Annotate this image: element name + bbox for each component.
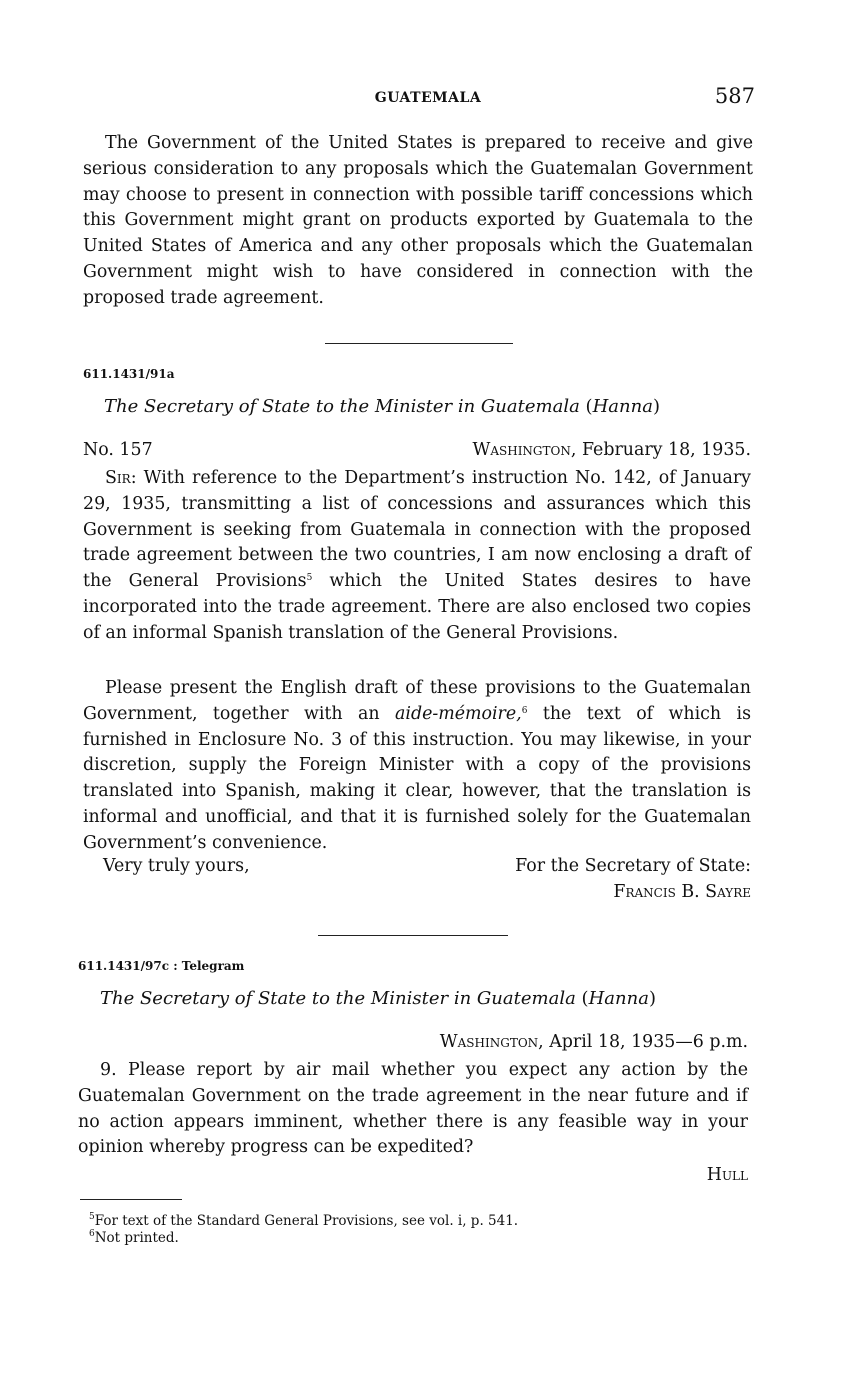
section-divider xyxy=(325,343,513,344)
doc2-dateline xyxy=(360,1032,748,1052)
doc1-para2-text-b: the text of which is furnished in Enclosure No. 3 of this instruction. You may likewise, in your discretion, supply the Foreign Minister with a copy of the provisions translated into Spanish, making it clear, however, that the translation is informal and unofficial, and that it is furnished solely for the Guatemalan Government’s convenience. xyxy=(83,703,752,853)
footnote-5-text: For text of the Standard General Provisions, see vol. i, p. 541. xyxy=(94,1213,519,1229)
doc2-heading-paren-open: ( xyxy=(581,988,589,1009)
doc1-paragraph-2 xyxy=(83,676,751,857)
doc2-body: 9. Please report by air mail whether you expect any action by the Guatemalan Government on the trade agreement in the near future and if no action appears imminent, whether there is any feasible way in your opinion whereby progress can be expedited? xyxy=(78,1060,748,1158)
doc1-para1-text-a: With reference to the Department’s instruction No. 142, of January 29, 1935, transmitting a list of concessions and assurances which this Government is seeking from Guatemala in connection with the proposed trade agreement between the two countries, I am now enclosing a draft of the General Provisions xyxy=(83,468,751,592)
doc1-heading-main: The Secretary of State to the Minister in Guatemala xyxy=(104,396,580,417)
doc1-file-reference: 611.1431/91a xyxy=(83,367,175,381)
doc2-heading-paren-close: ) xyxy=(648,988,656,1009)
running-header-title: GUATEMALA xyxy=(374,90,482,106)
doc1-date: February 18, 1935. xyxy=(581,440,751,460)
doc1-instruction-number: No. 157 xyxy=(83,440,153,460)
doc2-heading-name: Hanna xyxy=(588,988,649,1009)
section-divider xyxy=(318,935,508,936)
footnote-5-mark: 5 xyxy=(89,1212,95,1222)
doc1-signature: Francis B. Sayre xyxy=(613,882,751,902)
doc1-for-line: For the Secretary of State: xyxy=(515,856,751,876)
doc2-file-reference: 611.1431/97c : Telegram xyxy=(78,959,245,973)
doc1-para2-text-a: Please present the English draft of these provisions to the Guatemalan Government, together with an xyxy=(83,678,751,724)
footnote-6-mark: 6 xyxy=(89,1229,95,1239)
footnote-ref-6: 6 xyxy=(521,705,528,716)
doc1-para1-text-b: which the United States desires to have incorporated into the trade agreement. There are also enclosed two copies of an informal Spanish translation of the General Provisions. xyxy=(83,571,751,643)
page-number: 587 xyxy=(714,84,755,108)
doc1-heading-name: Hanna xyxy=(592,396,653,417)
doc2-heading xyxy=(100,988,656,1009)
intro-paragraph: The Government of the United States is prepared to receive and give serious consideration to any proposals which the Guatemalan Government may choose to present in connection with possible tariff concessions which this Government might grant on products exported by Guatemala to the United States of America and any other proposals which the Guatemalan Government might wish to have considered in connection with the proposed trade agreement. xyxy=(83,133,753,308)
doc2-date: April 18, 1935—6 p.m. xyxy=(549,1032,748,1052)
footnote-separator xyxy=(80,1199,182,1200)
doc2-place: Washington, xyxy=(439,1032,544,1052)
footnote-6-text: Not printed. xyxy=(94,1230,179,1246)
doc2-signature: Hull xyxy=(706,1165,748,1185)
footnote-ref-5: 5 xyxy=(306,573,313,584)
footnote-6 xyxy=(89,1230,179,1246)
doc1-para2-italic: aide-mémoire, xyxy=(395,703,522,724)
doc2-heading-main: The Secretary of State to the Minister in Guatemala xyxy=(100,988,576,1009)
doc1-heading-paren-close: ) xyxy=(652,396,660,417)
doc1-paragraph-1 xyxy=(83,466,751,647)
footnote-5 xyxy=(89,1213,518,1229)
doc1-heading xyxy=(104,396,660,417)
doc1-heading-paren-open: ( xyxy=(585,396,593,417)
doc1-place: Washington, xyxy=(472,440,577,460)
doc1-dateline xyxy=(380,440,751,460)
doc1-salutation: Sir: xyxy=(105,468,137,488)
doc1-closing: Very truly yours, xyxy=(103,856,250,876)
